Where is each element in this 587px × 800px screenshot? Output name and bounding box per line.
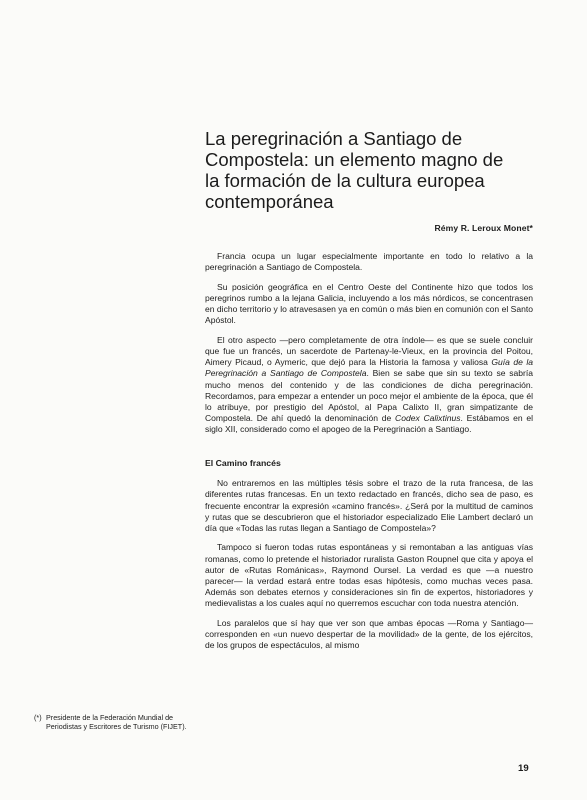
paragraph: No entraremos en las múltiples tésis sobre el trazo de la ruta francesa, de las diferentes rutas francesas. En un texto redactado en francés, dicho sea de paso, es frecuente encontrar la expresión «camino francés». ¿Será por la multitud de caminos y rutas que se descubrieron que el historiador especializado Elie Lambert declaró un día que «Todas las rutas llegan a Santiago de Compostela»?	[205, 478, 533, 533]
paragraph: Su posición geográfica en el Centro Oeste del Continente hizo que todos los peregrinos rumbo a la lejana Galicia, incluyendo a los más nórdicos, se concentrasen en dicho territorio y lo atravesasen ya en común o más bien en comunión con el Santo Apóstol.	[205, 281, 533, 326]
page-number: 19	[518, 763, 529, 774]
paragraph-text: . Bien se sabe que sin su texto se sabría mucho menos del contenido y de las condiciones de dicha peregrinación. Recordamos, para empezar a entender un poco mejor el ambiente de la época, que él lo atribuye, por prestigio del Apóstol, al Papa Calixto II, gran simpatizante de Compostela. De ahí quedó la denominación de	[205, 368, 534, 424]
section-heading: El Camino francés	[205, 457, 281, 468]
article-body	[205, 251, 533, 660]
footnote	[34, 713, 194, 732]
title-line: La peregrinación a Santiago de	[205, 128, 463, 149]
footnote-text: Presidente de la Federación Mundial de Periodistas y Escritores de Turismo (FIJET).	[46, 713, 187, 732]
title-line: Compostela: un elemento magno de	[205, 149, 504, 170]
paragraph-text: . Estábamos en el siglo XII, considerado como el apogeo de la Peregrinación a Santiago.	[205, 413, 533, 435]
article-title	[205, 128, 555, 212]
paragraph-text: El otro aspecto —pero completamente de otra índole— es que se suele concluir que fue un francés, un sacerdote de Partenay-le-Vieux, en la provincia del Poitou, Aimery Picaud, o Aymeric, que dejó para la Historia la famosa y valiosa	[205, 334, 533, 368]
paragraph: Francia ocupa un lugar especialmente importante en todo lo relativo a la peregrinación a Santiago de Compostela.	[205, 251, 533, 273]
author-byline: Rémy R. Leroux Monet*	[434, 223, 533, 233]
codex-title-italic: Codex Calixtinus	[395, 413, 461, 424]
book-title-italic: Guía de la Peregrinación a Santiago de Compostela	[205, 357, 533, 379]
title-line: la formación de la cultura europea	[205, 170, 485, 191]
title-line: contemporánea	[205, 191, 334, 212]
paragraph: Tampoco si fueron todas rutas espontáneas y si remontaban a las antiguas vías romanas, como lo pretende el historiador ruralista Gaston Roupnel que cita y apoya el autor de «Rutas Románicas», Raymond Oursel. La verdad es que —a nuestro parecer— la verdad estará entre todas esas hipótesis, como muchas veces pasa. Además son debates eternos y consideraciones sin fin de expertos, historiadores y medievalistas a los cuales aquí no querremos escuchar con toda nuestra atención.	[205, 542, 533, 609]
paragraph: Los paralelos que sí hay que ver son que ambas épocas —Roma y Santiago— corresponden en «un nuevo despertar de la movilidad» de la gente, de los ejércitos, de los grupos de espectáculos, al mismo	[205, 617, 533, 651]
footnote-mark: (*)	[34, 713, 42, 722]
paragraph	[205, 335, 533, 436]
